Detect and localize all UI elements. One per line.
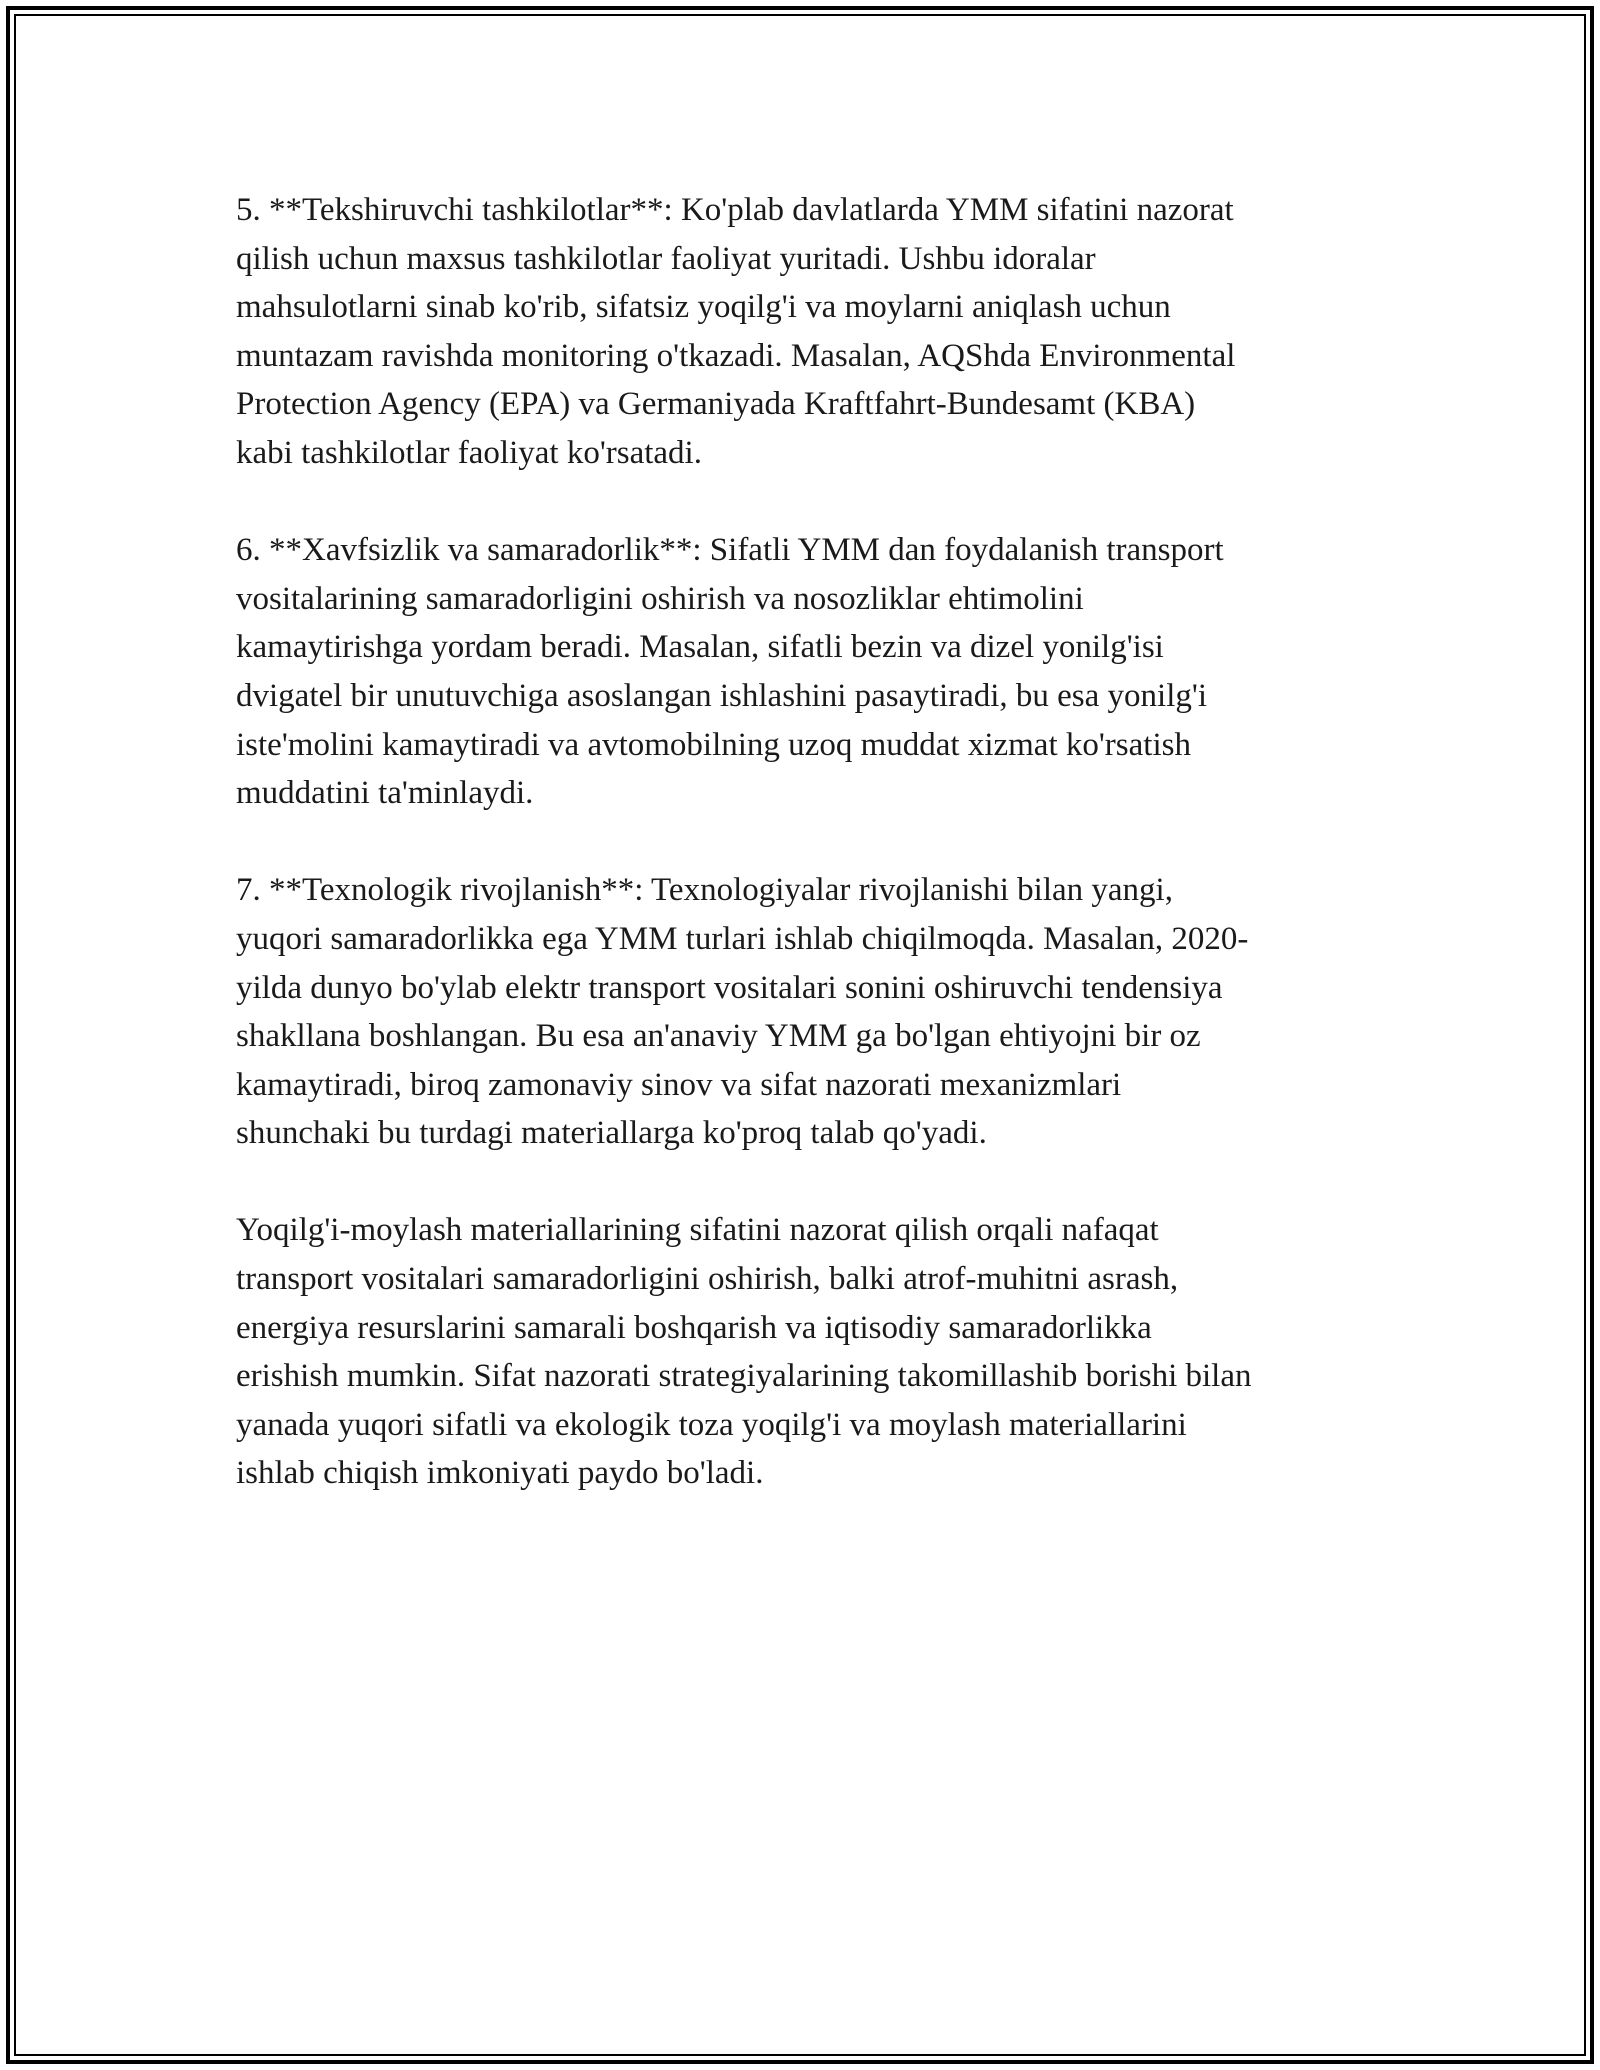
text-line: Yoqilg'i-moylash materiallarining sifatini nazorat qilish orqali nafaqat xyxy=(236,1212,1159,1249)
text-line: kabi tashkilotlar faoliyat ko'rsatadi. xyxy=(236,434,702,471)
document-body xyxy=(236,186,1376,1547)
text-line: yilda dunyo bo'ylab elektr transport vositalari sonini oshiruvchi tendensiya xyxy=(236,969,1223,1006)
paragraph-texnologik-rivojlanish xyxy=(236,866,1376,1158)
text-line: qilish uchun maxsus tashkilotlar faoliyat yuritadi. Ushbu idoralar xyxy=(236,240,1096,277)
text-line: iste'molini kamaytiradi va avtomobilning uzoq muddat xizmat ko'rsatish xyxy=(236,726,1191,763)
text-line: 7. **Texnologik rivojlanish**: Texnologiyalar rivojlanishi bilan yangi, xyxy=(236,872,1173,909)
paragraph-conclusion xyxy=(236,1206,1376,1498)
paragraph-tekshiruvchi-tashkilotlar xyxy=(236,186,1376,478)
text-line: 5. **Tekshiruvchi tashkilotlar**: Ko'plab davlatlarda YMM sifatini nazorat xyxy=(236,192,1234,228)
text-line: transport vositalari samaradorligini oshirish, balki atrof-muhitni asrash, xyxy=(236,1261,1179,1298)
text-line: energiya resurslarini samarali boshqarish va iqtisodiy samaradorlikka xyxy=(236,1309,1152,1346)
text-line: kamaytiradi, biroq zamonaviy sinov va sifat nazorati mexanizmlari xyxy=(236,1066,1122,1103)
text-line: 6. **Xavfsizlik va samaradorlik**: Sifatli YMM dan foydalanish transport xyxy=(236,532,1224,569)
text-line: kamaytirishga yordam beradi. Masalan, sifatli bezin va dizel yonilg'isi xyxy=(236,629,1164,666)
text-line: yuqori samaradorlikka ega YMM turlari ishlab chiqilmoqda. Masalan, 2020- xyxy=(236,920,1249,957)
text-line: shakllana boshlangan. Bu esa an'anaviy YMM ga bo'lgan ehtiyojni bir oz xyxy=(236,1018,1201,1055)
text-line: yanada yuqori sifatli va ekologik toza yoqilg'i va moylash materiallarini xyxy=(236,1406,1187,1443)
text-line: muddatini ta'minlaydi. xyxy=(236,775,534,812)
text-line: erishish mumkin. Sifat nazorati strategiyalarining takomillashib borishi bilan xyxy=(236,1358,1252,1395)
text-line: Protection Agency (EPA) va Germaniyada Kraftfahrt-Bundesamt (KBA) xyxy=(236,386,1196,423)
text-line: mahsulotlarni sinab ko'rib, sifatsiz yoqilg'i va moylarni aniqlash uchun xyxy=(236,289,1171,326)
text-line: vositalarining samaradorligini oshirish va nosozliklar ehtimolini xyxy=(236,580,1084,617)
text-line: dvigatel bir unutuvchiga asoslangan ishlashini pasaytiradi, bu esa yonilg'i xyxy=(236,677,1208,714)
text-line: shunchaki bu turdagi materiallarga ko'proq talab qo'yadi. xyxy=(236,1115,987,1152)
paragraph-xavfsizlik-va-samaradorlik xyxy=(236,526,1376,818)
text-line: muntazam ravishda monitoring o'tkazadi. Masalan, AQShda Environmental xyxy=(236,337,1236,374)
text-line: ishlab chiqish imkoniyati paydo bo'ladi. xyxy=(236,1455,764,1492)
